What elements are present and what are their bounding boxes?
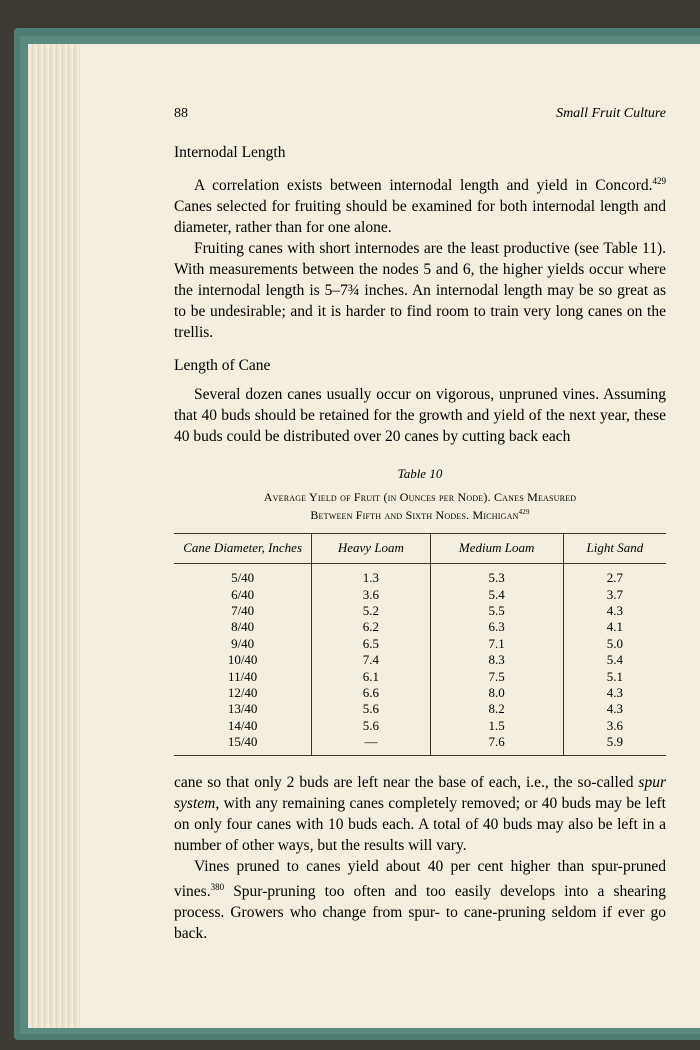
table-cell: 14/40	[227, 717, 258, 733]
yield-table	[174, 533, 666, 755]
table-cell: 6.2	[312, 619, 430, 635]
table-cell: 7.4	[312, 652, 430, 668]
table-cell: 4.3	[563, 685, 666, 701]
column-header: Cane Diameter, Inches	[174, 534, 312, 564]
table-cell: 6.3	[430, 619, 563, 635]
table-row	[174, 652, 666, 668]
table-cell: 8.3	[430, 652, 563, 668]
section-heading-internodal: Internodal Length	[174, 144, 286, 161]
table-cell: 4.3	[563, 603, 666, 619]
table-cell: 8.0	[430, 685, 563, 701]
table-cell: 4.1	[563, 619, 666, 635]
table-cell: 5.4	[563, 652, 666, 668]
table-cell: 10/40	[227, 652, 258, 668]
table-cell: 7.1	[430, 636, 563, 652]
paragraph-text: Canes selected for fruiting should be examined for both internodal length and diameter, rather than for one alone.	[174, 198, 666, 237]
table-cell: 6/40	[231, 586, 255, 602]
table-header-row	[174, 534, 666, 564]
table-cell: 5.9	[563, 734, 666, 755]
table-row	[174, 564, 666, 587]
table-cell: 5.6	[312, 718, 430, 734]
paragraph	[174, 772, 666, 856]
table-cell: 1.5	[430, 718, 563, 734]
table-row	[174, 701, 666, 717]
paragraph	[174, 171, 666, 238]
table-cell: 4.3	[563, 701, 666, 717]
page-edges	[28, 44, 88, 1028]
running-title: Small Fruit Culture	[556, 106, 666, 121]
paragraph-text: cane so that only 2 buds are left near the base of each, i.e., the so-called	[174, 773, 639, 791]
table-cell: 2.7	[563, 564, 666, 587]
table-cell: 5.5	[430, 603, 563, 619]
column-header: Medium Loam	[430, 534, 563, 564]
table-title-line: Between Fifth and Sixth Nodes. Michigan	[310, 508, 519, 523]
table-row	[174, 734, 666, 755]
table-row	[174, 685, 666, 701]
table-cell: 13/40	[227, 701, 258, 717]
paragraph-text: with any remaining canes completely removed; or 40 buds may be left on only four canes with 10 buds each. A total of 40 buds may also be left in a number of other ways, but the results will vary.	[174, 794, 666, 854]
page-header	[174, 106, 666, 122]
table-cell: 5.2	[312, 603, 430, 619]
paragraph-text: Spur-pruning too often and too easily develops into a shearing process. Growers who change from spur- to cane-pruning seldom if ever go back.	[174, 882, 666, 942]
table-cell: 3.7	[563, 587, 666, 603]
table-cell: 5.1	[563, 669, 666, 685]
table-title	[174, 490, 666, 523]
table-cell: 6.6	[312, 685, 430, 701]
table-row	[174, 603, 666, 619]
reference-mark: 429	[652, 176, 666, 186]
table-body	[174, 564, 666, 755]
table-row	[174, 718, 666, 734]
paragraph: Fruiting canes with short internodes are the least productive (see Table 11). With measurements between the nodes 5 and 6, the higher yields occur where the internodal length is 5–7¾ inches. An internodal length may be so great as to be undesirable; and it is harder to find room to train very long canes on the trellis.	[174, 240, 666, 342]
table-title-line: Average Yield of Fruit (in Ounces per Node). Canes Measured	[263, 490, 577, 505]
table-cell: 3.6	[563, 718, 666, 734]
table-cell: 11/40	[228, 668, 258, 684]
reference-mark: 380	[210, 881, 225, 892]
paragraph: Several dozen canes usually occur on vigorous, unpruned vines. Assuming that 40 buds should be retained for the growth and yield of the next year, these 40 buds could be distributed over 20 canes by cutting back each	[174, 386, 666, 446]
table-cell: 5.6	[312, 701, 430, 717]
table-cell: 3.6	[312, 587, 430, 603]
table-cell: 12/40	[227, 685, 258, 700]
table-cell: 5/40	[231, 570, 255, 586]
paragraph-text: Vines pruned to canes yield about 40 per cent higher than spur-pruned vines.	[174, 857, 666, 900]
table-cell: 5.4	[430, 587, 563, 603]
table-cell: 6.1	[312, 669, 430, 685]
table-cell: 8.2	[430, 701, 563, 717]
table-cell: 7.5	[430, 669, 563, 685]
table-cell: 9/40	[231, 635, 255, 651]
table-row	[174, 669, 666, 685]
page-body	[174, 142, 666, 944]
table-cell: 5.3	[430, 564, 563, 587]
table-row	[174, 636, 666, 652]
table-cell: —	[312, 734, 430, 755]
table-cell: 7.6	[430, 734, 563, 755]
table-row	[174, 619, 666, 635]
page-number: 88	[174, 106, 188, 121]
column-header: Heavy Loam	[312, 534, 430, 564]
paragraph-text: A correlation exists between internodal length and yield in Concord.	[194, 177, 653, 195]
table-cell: 7/40	[231, 602, 255, 618]
table-cell: 1.3	[312, 564, 430, 587]
reference-mark: 429	[518, 508, 530, 517]
column-header: Light Sand	[563, 534, 666, 564]
table-cell: 15/40	[227, 734, 258, 750]
emphasis-text: spur system,	[174, 773, 666, 812]
table-caption: Table 10	[397, 466, 443, 482]
table-cell: 8/40	[231, 619, 255, 635]
table-row	[174, 587, 666, 603]
section-heading-length-of-cane: Length of Cane	[174, 357, 271, 375]
table-cell: 6.5	[312, 636, 430, 652]
paragraph	[174, 856, 666, 944]
table-cell: 5.0	[563, 636, 666, 652]
